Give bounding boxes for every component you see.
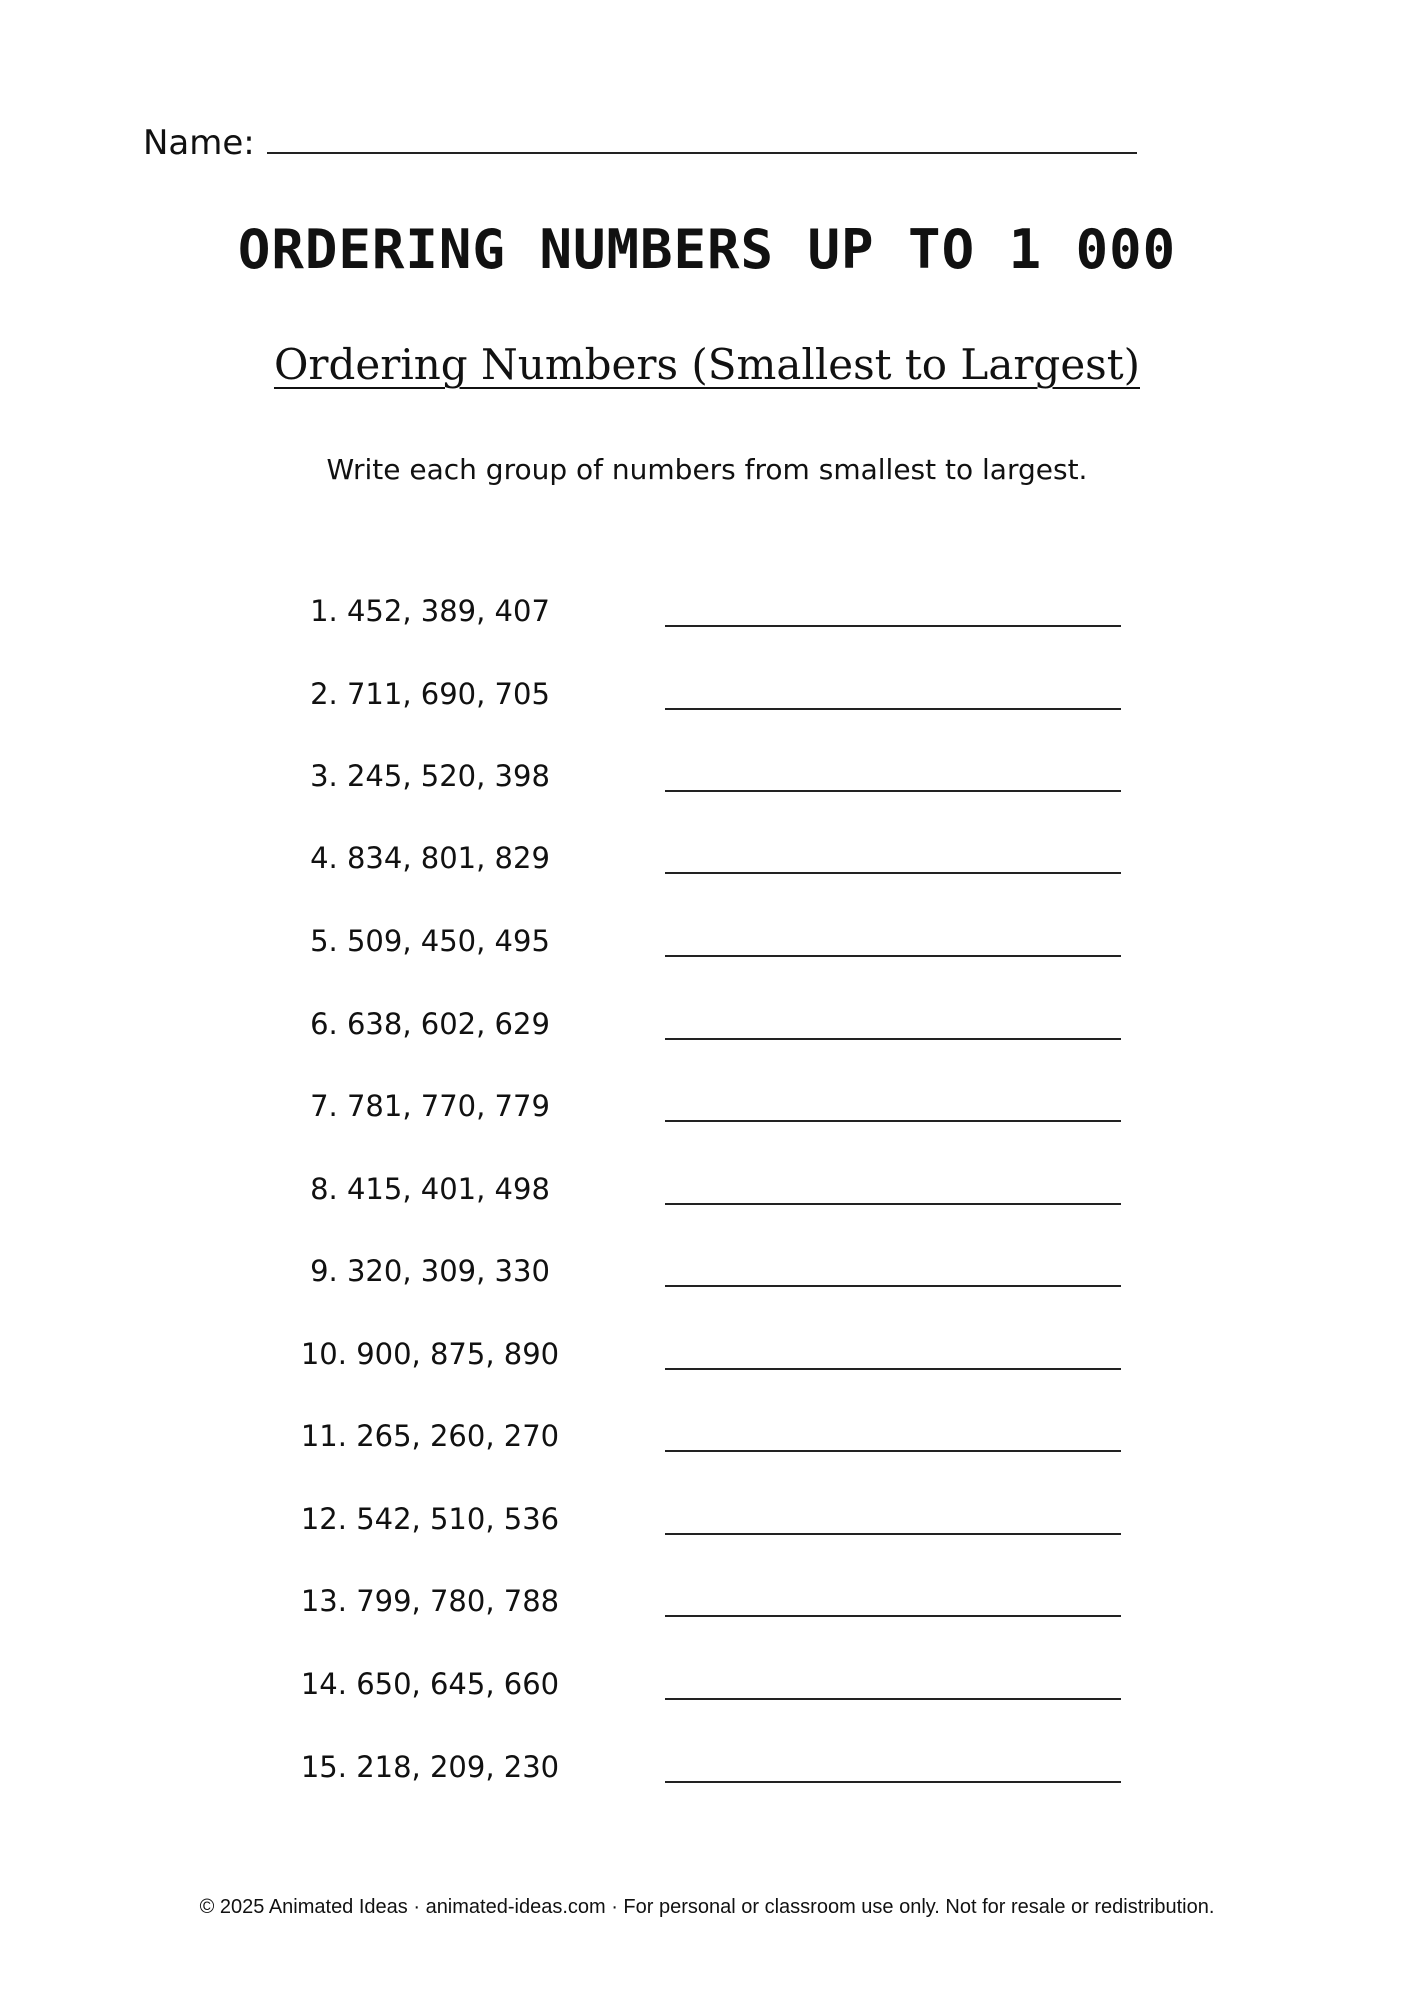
problem-numbers: 5. 509, 450, 495	[310, 924, 550, 958]
problem-row	[0, 1493, 1414, 1553]
answer-line[interactable]	[665, 708, 1121, 710]
problem-row	[0, 915, 1414, 975]
problem-row	[0, 1741, 1414, 1801]
problem-row	[0, 1658, 1414, 1718]
worksheet-subtitle: Ordering Numbers (Smallest to Largest)	[273, 340, 1140, 389]
problem-numbers: 8. 415, 401, 498	[310, 1172, 550, 1206]
problem-row	[0, 1245, 1414, 1305]
problem-numbers: 14. 650, 645, 660	[300, 1667, 560, 1701]
problem-row	[0, 998, 1414, 1058]
answer-line[interactable]	[665, 790, 1121, 792]
name-write-line[interactable]	[267, 112, 1137, 154]
problem-row	[0, 1328, 1414, 1388]
answer-line[interactable]	[665, 1450, 1121, 1452]
problem-numbers: 10. 900, 875, 890	[300, 1337, 560, 1371]
problem-row	[0, 668, 1414, 728]
problem-numbers: 7. 781, 770, 779	[310, 1089, 550, 1123]
problem-row	[0, 1080, 1414, 1140]
answer-line[interactable]	[665, 1368, 1121, 1370]
problem-numbers: 2. 711, 690, 705	[310, 677, 550, 711]
answer-line[interactable]	[665, 625, 1121, 627]
problem-numbers: 13. 799, 780, 788	[300, 1584, 560, 1618]
copyright-footer: © 2025 Animated Ideas · animated-ideas.com · For personal or classroom use only. Not for resale or redistribution.	[199, 1896, 1215, 1918]
answer-line[interactable]	[665, 1120, 1121, 1122]
problem-row	[0, 832, 1414, 892]
name-label: Name:	[143, 123, 255, 163]
problem-numbers: 1. 452, 389, 407	[310, 594, 550, 628]
problem-numbers: 11. 265, 260, 270	[300, 1419, 560, 1453]
answer-line[interactable]	[665, 1781, 1121, 1783]
problem-row	[0, 1410, 1414, 1470]
worksheet-title: ORDERING NUMBERS UP TO 1 000	[237, 218, 1177, 281]
answer-line[interactable]	[665, 1615, 1121, 1617]
problem-row	[0, 585, 1414, 645]
problem-numbers: 3. 245, 520, 398	[310, 759, 550, 793]
problem-row	[0, 1163, 1414, 1223]
answer-line[interactable]	[665, 1698, 1121, 1700]
answer-line[interactable]	[665, 1203, 1121, 1205]
name-field[interactable]	[143, 112, 1137, 173]
answer-line[interactable]	[665, 1038, 1121, 1040]
answer-line[interactable]	[665, 955, 1121, 957]
problem-row	[0, 1575, 1414, 1635]
instructions: Write each group of numbers from smallest to largest.	[326, 453, 1088, 486]
problem-numbers: 4. 834, 801, 829	[310, 841, 550, 875]
answer-line[interactable]	[665, 872, 1121, 874]
answer-line[interactable]	[665, 1533, 1121, 1535]
problem-row	[0, 750, 1414, 810]
problem-numbers: 9. 320, 309, 330	[310, 1254, 550, 1288]
problem-numbers: 6. 638, 602, 629	[310, 1007, 550, 1041]
answer-line[interactable]	[665, 1285, 1121, 1287]
problem-numbers: 12. 542, 510, 536	[300, 1502, 560, 1536]
problem-numbers: 15. 218, 209, 230	[300, 1750, 560, 1784]
